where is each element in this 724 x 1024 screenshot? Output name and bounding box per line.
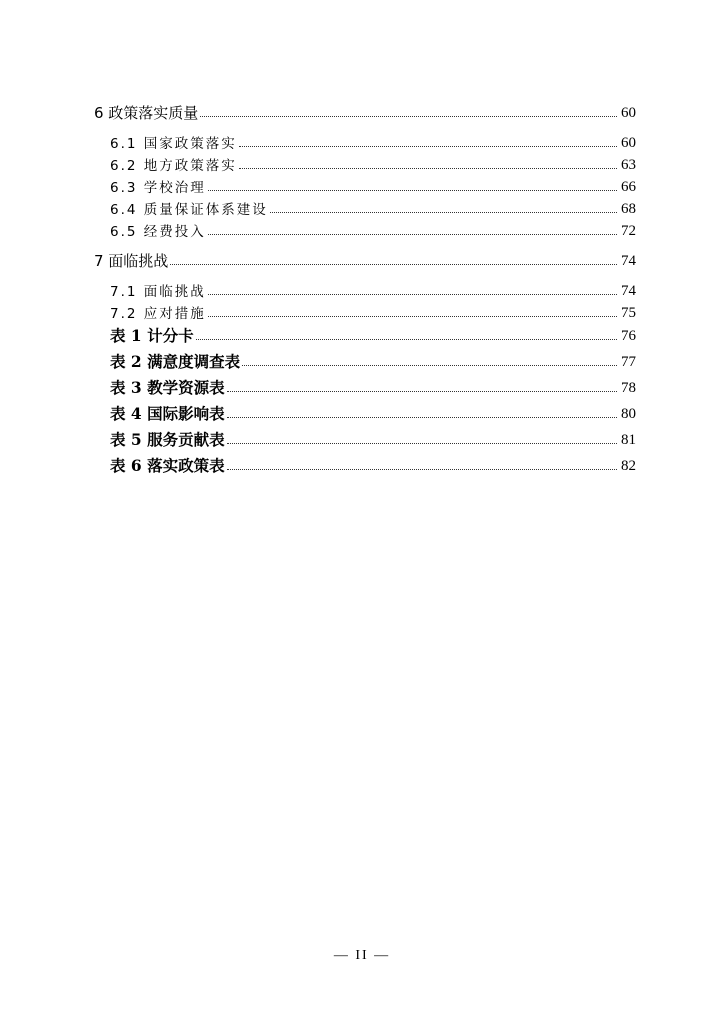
dot-leader bbox=[208, 189, 617, 191]
toc-entry-label: 表 4 国际影响表 bbox=[110, 404, 225, 423]
page-number-footer: — II — bbox=[333, 948, 391, 963]
dot-leader bbox=[227, 390, 617, 392]
toc-entry-label: 6.2 地方政策落实 bbox=[110, 157, 237, 174]
toc-entry-label: 6.1 国家政策落实 bbox=[110, 135, 237, 152]
dot-leader bbox=[239, 167, 617, 169]
toc-entry-label: 7 面临挑战 bbox=[94, 252, 169, 270]
toc-entry-label: 7.1 面临挑战 bbox=[110, 283, 206, 300]
toc-entry-page: 63 bbox=[621, 157, 636, 173]
dot-leader bbox=[208, 293, 617, 295]
toc-entry-label: 表 5 服务贡献表 bbox=[110, 430, 225, 449]
toc-entry-label: 6.4 质量保证体系建设 bbox=[110, 201, 268, 218]
toc-entry-chapter-6[interactable] bbox=[94, 106, 636, 121]
toc-entry-table-4[interactable] bbox=[110, 406, 636, 422]
toc-entry-page: 82 bbox=[621, 457, 636, 474]
toc-entry-label: 6.5 经费投入 bbox=[110, 223, 206, 240]
toc-entry-page: 74 bbox=[621, 253, 636, 269]
dot-leader bbox=[200, 115, 617, 117]
toc-entry-page: 68 bbox=[621, 201, 636, 217]
toc-entry-page: 77 bbox=[621, 353, 636, 370]
toc-entry-label: 表 3 教学资源表 bbox=[110, 378, 225, 397]
toc-entry-page: 60 bbox=[621, 105, 636, 121]
dot-leader bbox=[208, 315, 617, 317]
toc-entry-label: 7.2 应对措施 bbox=[110, 305, 206, 322]
dot-leader bbox=[242, 364, 617, 366]
toc-entry-table-5[interactable] bbox=[110, 432, 636, 448]
toc-entry-label: 6.3 学校治理 bbox=[110, 179, 206, 196]
toc-entry-table-1[interactable] bbox=[110, 328, 636, 344]
toc-entry-page: 81 bbox=[621, 431, 636, 448]
toc-entry-table-3[interactable] bbox=[110, 380, 636, 396]
toc-entry-page: 78 bbox=[621, 379, 636, 396]
dot-leader bbox=[170, 263, 617, 265]
dot-leader bbox=[270, 211, 617, 213]
toc-entry-table-6[interactable] bbox=[110, 458, 636, 474]
toc-entry-page: 60 bbox=[621, 135, 636, 151]
toc-entry-chapter-7[interactable] bbox=[94, 254, 636, 269]
toc-entry-page: 76 bbox=[621, 327, 636, 344]
dot-leader bbox=[227, 416, 617, 418]
dot-leader bbox=[227, 468, 617, 470]
toc-entry-page: 75 bbox=[621, 305, 636, 321]
dot-leader bbox=[227, 442, 617, 444]
dot-leader bbox=[196, 338, 617, 340]
toc-entry-label: 表 2 满意度调查表 bbox=[110, 352, 241, 371]
toc-entry-6-1[interactable] bbox=[110, 136, 636, 151]
toc-entry-page: 80 bbox=[621, 405, 636, 422]
toc-entry-table-2[interactable] bbox=[110, 354, 636, 370]
dot-leader bbox=[239, 145, 617, 147]
toc-entry-6-3[interactable] bbox=[110, 180, 636, 195]
toc-entry-6-2[interactable] bbox=[110, 158, 636, 173]
toc-entry-label: 表 1 计分卡 bbox=[110, 326, 194, 345]
toc-entry-page: 74 bbox=[621, 283, 636, 299]
toc-entry-6-4[interactable] bbox=[110, 202, 636, 217]
toc-entry-7-2[interactable] bbox=[110, 306, 636, 321]
toc-entry-page: 66 bbox=[621, 179, 636, 195]
toc-entry-label: 6 政策落实质量 bbox=[94, 104, 199, 122]
dot-leader bbox=[208, 233, 617, 235]
toc-entry-7-1[interactable] bbox=[110, 284, 636, 299]
toc-entry-page: 72 bbox=[621, 223, 636, 239]
toc-entry-label: 表 6 落实政策表 bbox=[110, 456, 225, 475]
toc-entry-6-5[interactable] bbox=[110, 224, 636, 239]
